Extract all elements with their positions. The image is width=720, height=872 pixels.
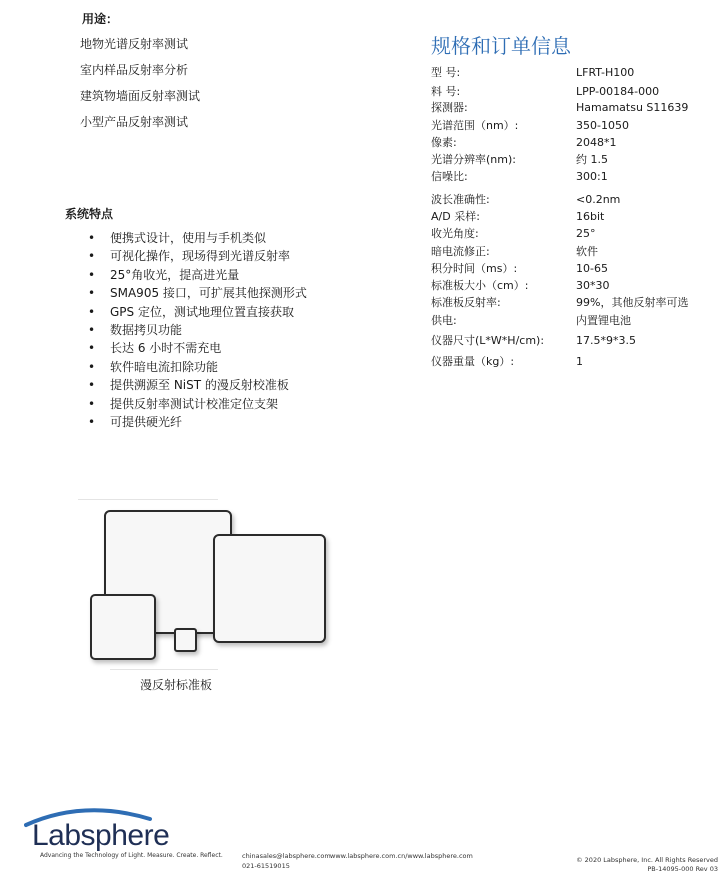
logo-tagline: Advancing the Technology of Light. Measure. Create. Reflect. [40,852,223,859]
spec-label: 仪器尺寸(L*W*H/cm): [431,334,545,347]
contact-website: www.labsphere.com.cn/www.labsphere.com [330,852,473,860]
contact-email: chinasales@labsphere.com [242,852,331,860]
features-list [88,230,307,432]
use-item: 地物光谱反射率测试 [80,37,189,51]
feature-item: • 提供反射率测试计校准定位支架 [88,396,307,414]
spec-value: 300:1 [576,170,608,183]
figure-divider [78,499,218,500]
feature-item: • 长达 6 小时不需充电 [88,340,307,358]
specs-title: 规格和订单信息 [431,34,571,58]
feature-item: • 可视化操作，现场得到光谱反射率 [88,248,307,266]
figure-caption: 漫反射标准板 [140,678,213,692]
feature-item: • 25°角收光，提高进光量 [88,267,307,285]
spec-value: 16bit [576,210,605,223]
spec-value: LPP-00184-000 [576,85,660,98]
copyright: © 2020 Labsphere, Inc. All Rights Reserved [576,856,718,864]
use-item: 室内样品反射率分析 [80,63,189,77]
logo-wordmark: Labsphere [32,819,170,852]
feature-item: • 可提供硬光纤 [88,414,307,432]
spec-label: 型 号: [431,66,461,79]
spec-label: 信噪比: [431,170,468,183]
spec-label: 波长准确性: [431,193,490,206]
spec-value: 30*30 [576,279,610,292]
spec-label: 暗电流修正: [431,245,490,258]
feature-item: • 便携式设计，使用与手机类似 [88,230,307,248]
spec-label: 仪器重量（kg）: [431,355,515,368]
spec-value: 1 [576,355,583,368]
use-item: 小型产品反射率测试 [80,115,189,129]
spec-value: 约 1.5 [576,153,608,166]
spec-value: LFRT-H100 [576,66,635,79]
feature-item: • SMA905 接口，可扩展其他探测形式 [88,285,307,303]
uses-list [80,36,200,140]
spec-value: 2048*1 [576,136,617,149]
spec-label: 光谱范围（nm）: [431,119,519,132]
features-title: 系统特点 [65,207,114,221]
spec-label: 收光角度: [431,227,479,240]
reflectance-board [174,628,197,652]
figure-divider [110,669,218,670]
spec-value: Hamamatsu S11639 [576,101,689,114]
spec-label: 积分时间（ms）: [431,262,518,275]
spec-value: 25° [576,227,596,240]
spec-value: <0.2nm [576,193,621,206]
reflectance-board [213,534,326,643]
spec-label: 像素: [431,136,457,149]
contact-phone: 021-61519015 [242,862,290,870]
spec-label: 标准板反射率: [431,296,501,309]
feature-item: • 数据拷贝功能 [88,322,307,340]
document-id: PB-14095-000 Rev 03 [647,865,718,872]
spec-value: 17.5*9*3.5 [576,334,636,347]
spec-value: 350-1050 [576,119,629,132]
spec-value: 软件 [576,245,598,258]
feature-item: • GPS 定位，测试地理位置直接获取 [88,304,307,322]
feature-item: • 软件暗电流扣除功能 [88,359,307,377]
reflectance-board [90,594,156,660]
spec-value: 99%，其他反射率可选 [576,296,689,309]
spec-label: 探测器: [431,101,468,114]
spec-value: 内置锂电池 [576,314,631,327]
spec-label: 供电: [431,314,457,327]
spec-label: 光谱分辨率(nm): [431,153,516,166]
use-item: 建筑物墙面反射率测试 [80,89,201,103]
feature-item: • 提供溯源至 NiST 的漫反射校准板 [88,377,307,395]
spec-label: 标准板大小（cm）: [431,279,529,292]
spec-value: 10-65 [576,262,608,275]
spec-label: A/D 采样: [431,210,480,223]
spec-label: 料 号: [431,85,461,98]
uses-title: 用途： [82,12,119,26]
